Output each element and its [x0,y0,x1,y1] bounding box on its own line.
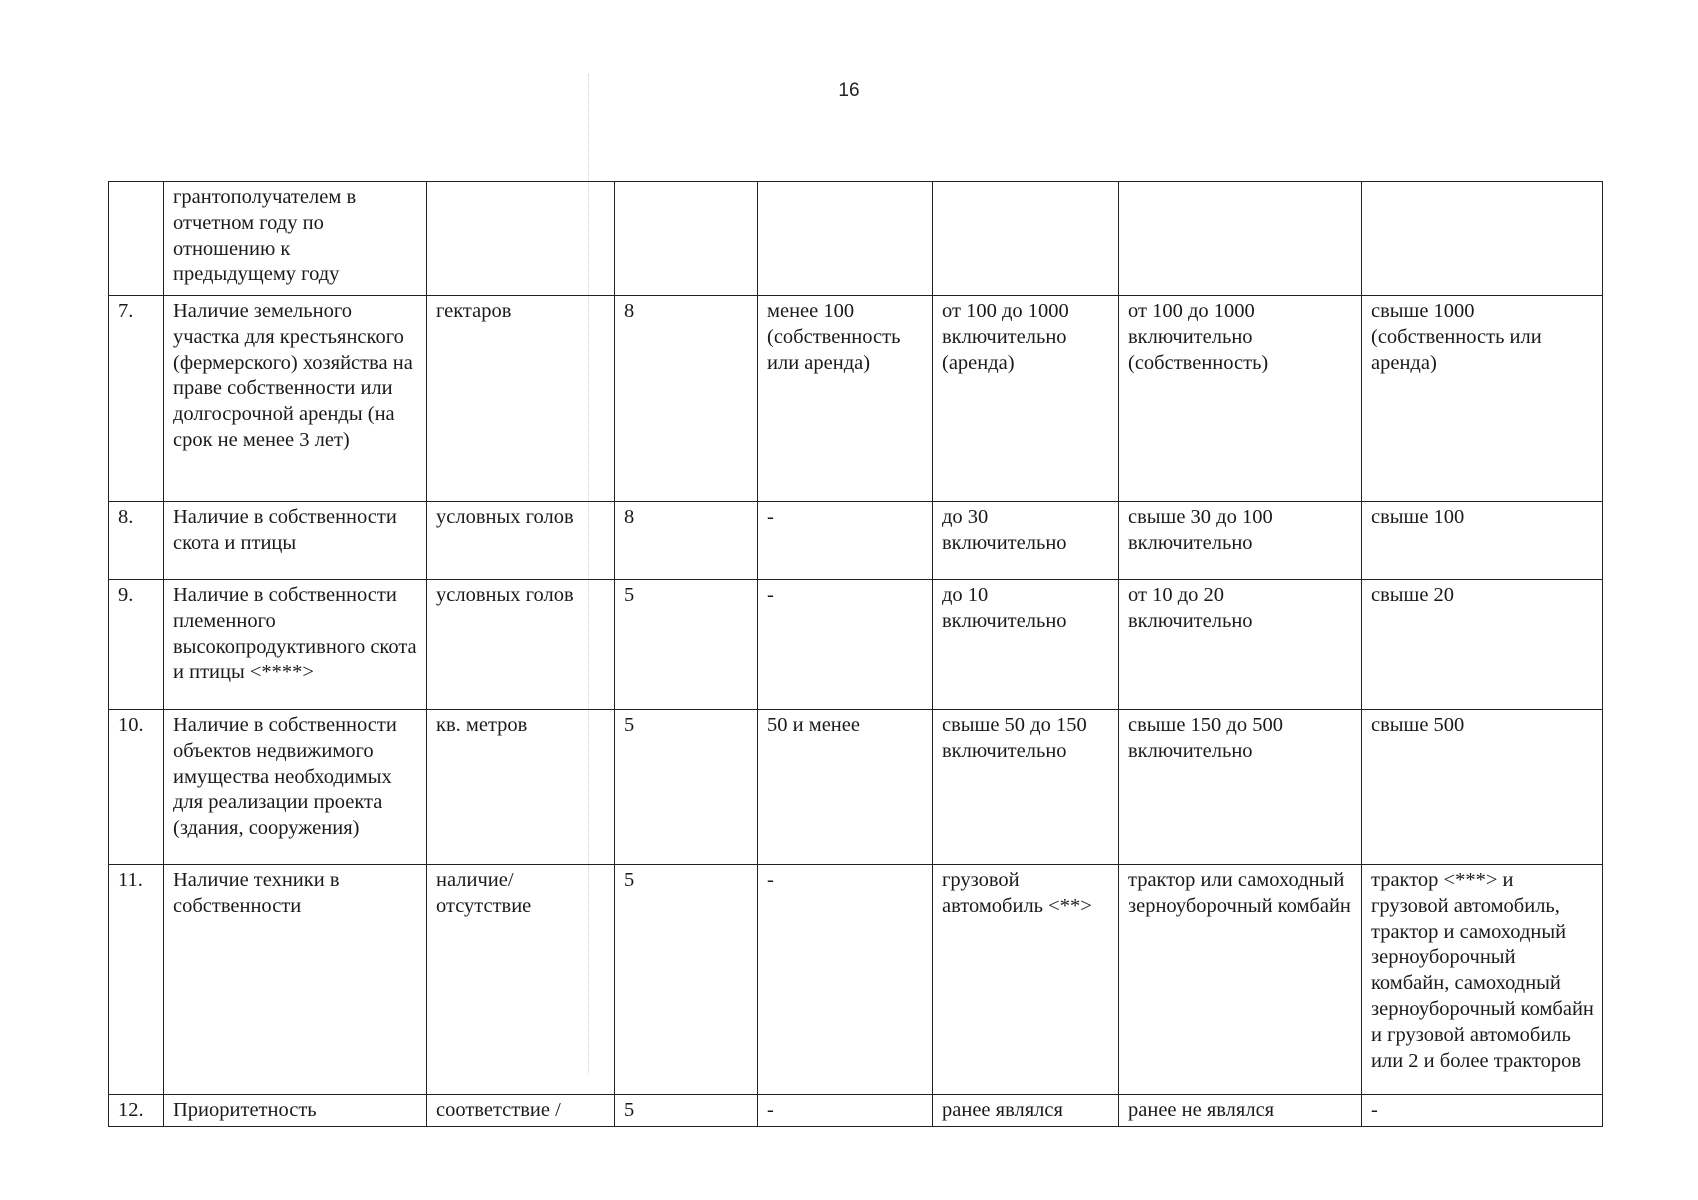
criteria-table-container [108,181,1602,1127]
score-1-cell: свыше 50 до 150 включительно [933,710,1119,865]
weight-cell: 5 [615,710,758,865]
score-3-cell [1362,182,1603,296]
score-0-cell [758,182,933,296]
table-row [109,502,1603,580]
row-number-cell: 9. [109,580,164,710]
table-row [109,710,1603,865]
score-1-cell: до 10 включительно [933,580,1119,710]
unit-cell: соответствие / [427,1095,615,1127]
score-0-cell: менее 100 (собственность или аренда) [758,296,933,502]
table-row [109,1095,1603,1127]
score-0-cell: - [758,502,933,580]
row-number-cell: 12. [109,1095,164,1127]
score-2-cell: ранее не являлся [1119,1095,1362,1127]
score-3-cell: свыше 1000 (собственность или аренда) [1362,296,1603,502]
table-row [109,182,1603,296]
unit-cell: условных голов [427,502,615,580]
row-number-cell: 7. [109,296,164,502]
row-number-cell: 11. [109,865,164,1095]
score-2-cell: свыше 150 до 500 включительно [1119,710,1362,865]
score-2-cell: от 10 до 20 включительно [1119,580,1362,710]
row-number-cell: 10. [109,710,164,865]
unit-cell: кв. метров [427,710,615,865]
score-3-cell: свыше 100 [1362,502,1603,580]
score-3-cell: - [1362,1095,1603,1127]
score-3-cell: свыше 500 [1362,710,1603,865]
criterion-name-cell: Наличие в собственности объектов недвижимого имущества необходимых для реализации проекта (здания, сооружения) [164,710,427,865]
score-1-cell: грузовой автомобиль <**> [933,865,1119,1095]
table-row [109,296,1603,502]
criteria-table [108,181,1603,1127]
unit-cell: условных голов [427,580,615,710]
score-2-cell [1119,182,1362,296]
score-2-cell: свыше 30 до 100 включительно [1119,502,1362,580]
criterion-name-cell: грантополучателем в отчетном году по отношению к предыдущему году [164,182,427,296]
criterion-name-cell: Приоритетность [164,1095,427,1127]
weight-cell: 5 [615,1095,758,1127]
weight-cell: 5 [615,865,758,1095]
table-row [109,580,1603,710]
row-number-cell [109,182,164,296]
page-number: 16 [838,80,860,101]
row-number-cell: 8. [109,502,164,580]
score-1-cell: ранее являлся [933,1095,1119,1127]
score-3-cell: трактор <***> и грузовой автомобиль, трактор и самоходный зерноуборочный комбайн, самоходный зерноуборочный комбайн и грузовой автомобиль или 2 и более тракторов [1362,865,1603,1095]
weight-cell: 8 [615,296,758,502]
score-0-cell: - [758,580,933,710]
unit-cell: гектаров [427,296,615,502]
weight-cell: 5 [615,580,758,710]
score-1-cell [933,182,1119,296]
score-0-cell: - [758,865,933,1095]
weight-cell: 8 [615,502,758,580]
criterion-name-cell: Наличие в собственности скота и птицы [164,502,427,580]
score-2-cell: от 100 до 1000 включительно (собственность) [1119,296,1362,502]
weight-cell [615,182,758,296]
score-0-cell: - [758,1095,933,1127]
criterion-name-cell: Наличие земельного участка для крестьянского (фермерского) хозяйства на праве собственности или долгосрочной аренды (на срок не менее 3 лет) [164,296,427,502]
criterion-name-cell: Наличие в собственности племенного высокопродуктивного скота и птицы <****> [164,580,427,710]
score-1-cell: до 30 включительно [933,502,1119,580]
unit-cell [427,182,615,296]
score-0-cell: 50 и менее [758,710,933,865]
score-2-cell: трактор или самоходный зерноуборочный комбайн [1119,865,1362,1095]
criterion-name-cell: Наличие техники в собственности [164,865,427,1095]
unit-cell: наличие/отсутствие [427,865,615,1095]
score-3-cell: свыше 20 [1362,580,1603,710]
score-1-cell: от 100 до 1000 включительно (аренда) [933,296,1119,502]
table-row [109,865,1603,1095]
